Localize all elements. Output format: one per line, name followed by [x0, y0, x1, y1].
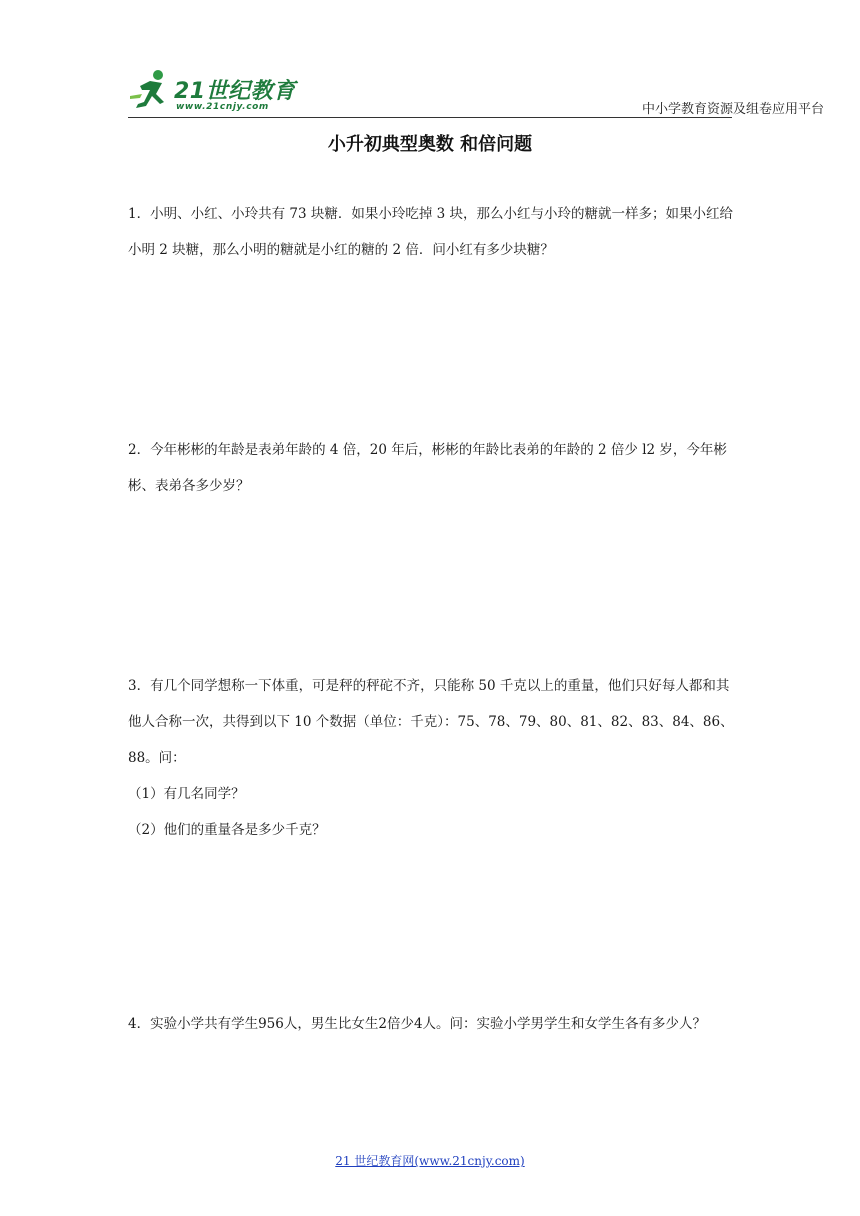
- page-footer: [0, 1152, 860, 1169]
- page-header: [128, 64, 824, 120]
- question-text: 3．有几个同学想称一下体重，可是秤的秤砣不齐，只能称 50 千克以上的重量，他们只好每人都和其他人合称一次，共得到以下 10 个数据（单位：千克）：75、78、79、80、81、82、83、84、86、88。问：: [128, 678, 734, 766]
- question-2: [128, 432, 734, 504]
- footer-link[interactable]: 21 世纪教育网(www.21cnjy.com): [335, 1154, 525, 1168]
- question-3: [128, 668, 734, 848]
- logo[interactable]: [128, 64, 303, 116]
- logo-text: 21世纪教育: [174, 79, 296, 104]
- sub-question-1: （1）有几名同学？: [128, 786, 245, 802]
- sub-question-2: （2）他们的重量各是多少千克？: [128, 822, 326, 838]
- header-divider: [128, 117, 732, 118]
- question-1: [128, 196, 734, 268]
- running-man-icon: [128, 68, 174, 112]
- question-text: 2．今年彬彬的年龄是表弟年龄的 4 倍，20 年后，彬彬的年龄比表弟的年龄的 2 倍少 l2 岁，今年彬彬、表弟各多少岁？: [128, 442, 727, 494]
- question-4: [128, 1006, 734, 1042]
- question-text: 4．实验小学共有学生956人，男生比女生2倍少4人。问：实验小学男学生和女学生各有多少人？: [128, 1016, 707, 1032]
- page-title: 小升初典型奥数 和倍问题: [327, 134, 533, 155]
- question-text: 1．小明、小红、小玲共有 73 块糖．如果小玲吃掉 3 块，那么小红与小玲的糖就一样多；如果小红给小明 2 块糖，那么小明的糖就是小红的糖的 2 倍．问小红有多少块糖？: [128, 206, 734, 258]
- logo-url: www.21cnjy.com: [176, 102, 269, 112]
- platform-name: 中小学教育资源及组卷应用平台: [641, 102, 824, 117]
